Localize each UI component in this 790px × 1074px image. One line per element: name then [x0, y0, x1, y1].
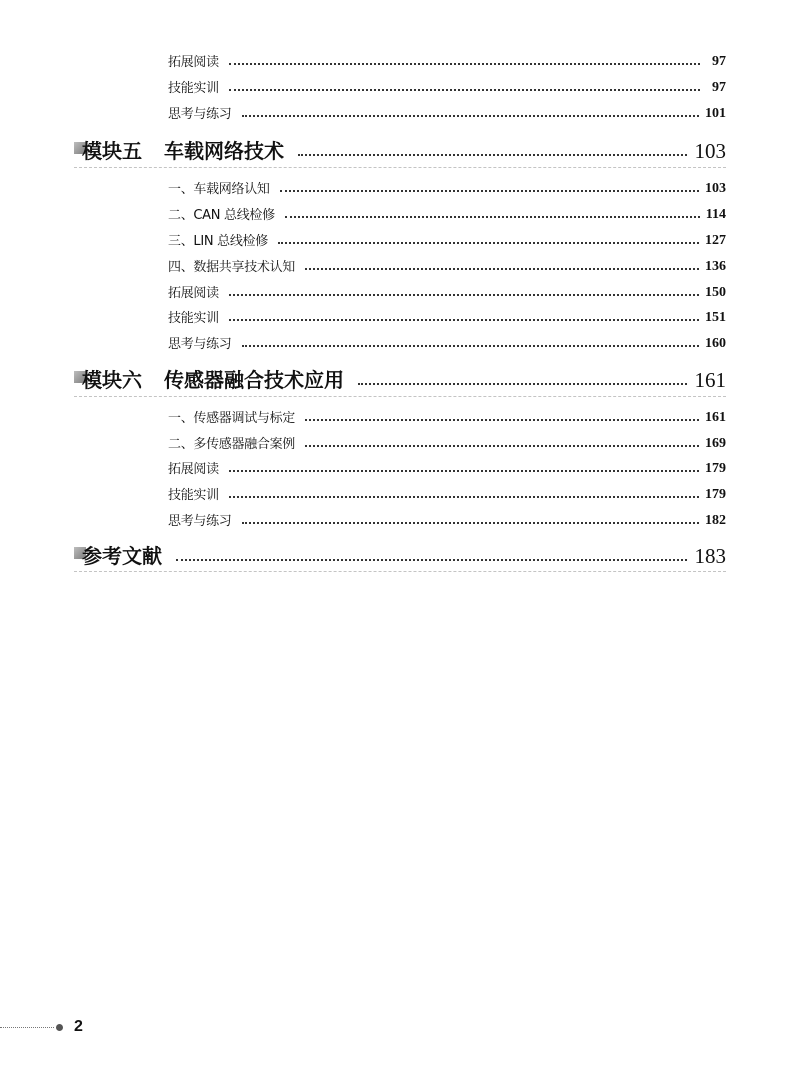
page-footer: [0, 1018, 83, 1036]
toc-entry[interactable]: [168, 507, 726, 529]
dot-leader: [305, 268, 699, 270]
entry-label: 思考与练习: [168, 107, 232, 122]
entry-page: 151: [705, 310, 726, 325]
toc-entry[interactable]: [168, 201, 726, 223]
module-page: 103: [694, 139, 726, 163]
dot-leader: [298, 154, 687, 156]
entry-page: 101: [705, 106, 726, 121]
references-title: 参考文献: [82, 544, 162, 568]
bullet-icon: [56, 1024, 63, 1031]
page-number: 2: [74, 1018, 83, 1035]
module-heading[interactable]: [74, 130, 726, 164]
toc-entry[interactable]: [168, 227, 726, 249]
entry-label: 拓展阅读: [168, 55, 219, 70]
entry-label: 思考与练习: [168, 514, 232, 529]
entry-page: 136: [705, 259, 726, 274]
dot-leader: [242, 522, 699, 524]
entry-label: 三、LIN 总线检修: [168, 234, 268, 249]
entry-page: 169: [705, 436, 726, 451]
toc-entry[interactable]: [168, 455, 726, 477]
entry-label: 一、传感器调试与标定: [168, 411, 296, 426]
entry-page: 127: [705, 233, 726, 248]
toc-entry[interactable]: [168, 253, 726, 275]
toc-entry[interactable]: [168, 481, 726, 503]
entry-label: 四、数据共享技术认知: [168, 260, 296, 275]
toc-entry[interactable]: [168, 430, 726, 452]
toc-entry[interactable]: [168, 100, 726, 122]
entry-page: 97: [712, 80, 726, 95]
dot-leader: [229, 89, 700, 91]
toc-entry[interactable]: [168, 304, 726, 326]
toc-entry[interactable]: [168, 74, 726, 96]
entry-page: 179: [705, 487, 726, 502]
entry-label: 二、CAN 总线检修: [168, 208, 275, 223]
dot-leader: [229, 63, 700, 65]
module-name: 模块六: [82, 368, 142, 392]
module-divider: [74, 396, 726, 397]
module-title: 车载网络技术: [164, 139, 284, 163]
entry-page: 150: [705, 285, 726, 300]
entry-label: 拓展阅读: [168, 286, 219, 301]
module-heading[interactable]: [74, 359, 726, 393]
entry-page: 160: [705, 336, 726, 351]
entry-page: 161: [705, 410, 726, 425]
dot-leader: [229, 470, 699, 472]
module-name: 模块五: [82, 139, 142, 163]
dot-leader: [305, 445, 699, 447]
entry-page: 103: [705, 181, 726, 196]
footer-dot-leader: [0, 1027, 54, 1028]
entry-page: 182: [705, 513, 726, 528]
module-page: 161: [694, 368, 726, 392]
entry-label: 一、车载网络认知: [168, 182, 270, 197]
dot-leader: [242, 115, 699, 117]
module-title: 传感器融合技术应用: [164, 368, 344, 392]
dot-leader: [229, 294, 699, 296]
dot-leader: [176, 559, 687, 561]
dot-leader: [358, 383, 687, 385]
entry-page: 114: [705, 207, 726, 222]
toc-entry[interactable]: [168, 175, 726, 197]
dot-leader: [305, 419, 699, 421]
dot-leader: [242, 345, 699, 347]
toc-entry[interactable]: [168, 279, 726, 301]
dot-leader: [285, 216, 700, 218]
toc-entry[interactable]: [168, 404, 726, 426]
dot-leader: [278, 242, 699, 244]
references-heading[interactable]: [74, 535, 726, 569]
entry-page: 179: [705, 461, 726, 476]
entry-label: 技能实训: [168, 488, 219, 503]
dot-leader: [229, 319, 699, 321]
entry-label: 拓展阅读: [168, 462, 219, 477]
toc-entry[interactable]: [168, 48, 726, 70]
entry-label: 技能实训: [168, 81, 219, 96]
dot-leader: [229, 496, 699, 498]
toc-entry[interactable]: [168, 330, 726, 352]
dot-leader: [280, 190, 699, 192]
entry-label: 技能实训: [168, 311, 219, 326]
references-page: 183: [694, 544, 726, 568]
entry-label: 二、多传感器融合案例: [168, 437, 296, 452]
module-divider: [74, 167, 726, 168]
entry-label: 思考与练习: [168, 337, 232, 352]
entry-page: 97: [712, 54, 726, 69]
module-divider: [74, 571, 726, 572]
